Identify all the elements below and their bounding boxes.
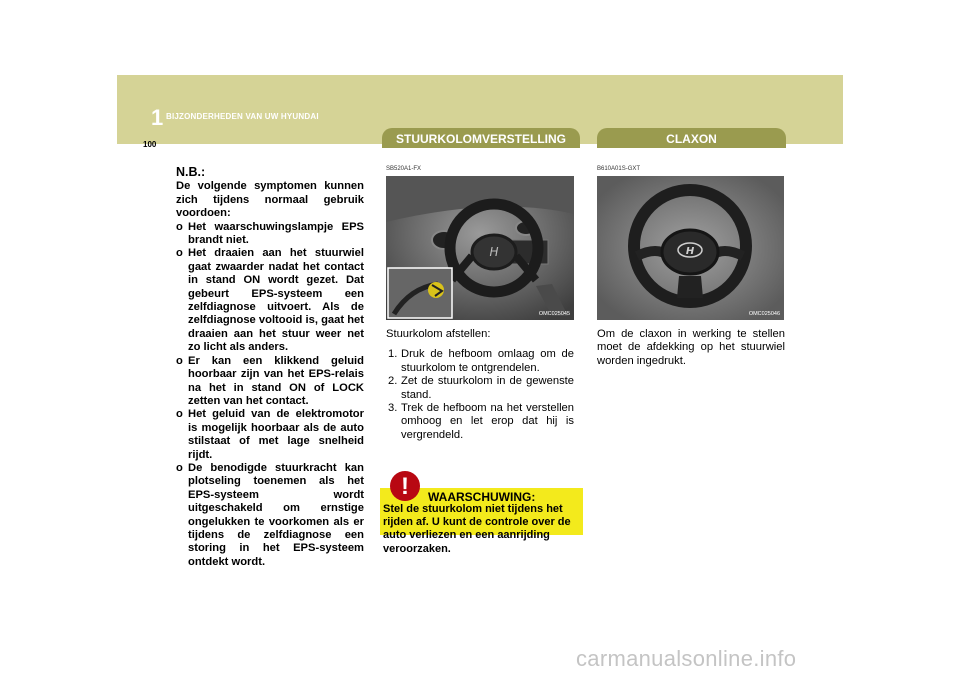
bullet: o: [176, 461, 183, 474]
bullet: o: [176, 408, 183, 421]
note-section: [176, 166, 364, 569]
photo-caption: OMC025046: [748, 311, 780, 317]
list-item: [176, 247, 364, 354]
list-item-text: De benodigde stuurkracht kan plotseling toenemen als het EPS-systeem wordt uitgeschakeld om ernstige ongelukken te voorkomen als er tijdens de zelfdiagnose een storing in het EPS-systeem ontdekt wordt.: [188, 461, 364, 568]
step-number: 2.: [388, 375, 398, 388]
list-item: [176, 462, 364, 569]
horn-text: Om de claxon in werking te stellen moet de afdekking op het stuurwiel worden ingedrukt.: [597, 328, 785, 367]
list-item: [386, 348, 574, 375]
steering-section: [386, 328, 574, 442]
list-item: [386, 375, 574, 402]
steering-wheel-illustration: [597, 176, 784, 320]
dashboard-illustration: [386, 176, 574, 320]
list-item: [386, 402, 574, 442]
photo-caption: OMC025045: [538, 311, 570, 317]
steering-steps: [386, 348, 574, 442]
chapter-title: BIJZONDERHEDEN VAN UW HYUNDAI: [166, 112, 319, 121]
warning-icon: !: [390, 471, 420, 501]
steering-column-photo: [386, 176, 574, 320]
list-item: [176, 355, 364, 409]
list-item-text: Het geluid van de elektromotor is mogelijk hoorbaar als de auto stilstaat of met lage snelheid rijdt.: [188, 408, 364, 461]
step-text: Zet de stuurkolom in de gewenste stand.: [401, 375, 574, 401]
note-intro: De volgende symptomen kunnen zich tijdens normaal gebruik voordoen:: [176, 180, 364, 220]
step-number: 3.: [388, 402, 398, 415]
step-text: Trek de hefboom na het verstellen omhoog en let erop dat hij is vergrendeld.: [401, 402, 574, 441]
steering-intro: Stuurkolom afstellen:: [386, 328, 491, 340]
watermark: carmanualsonline.info: [576, 646, 797, 671]
tab-horn: CLAXON: [597, 128, 786, 148]
horn-photo: [597, 176, 784, 320]
horn-code: B610A01S-GXT: [597, 166, 641, 172]
page-number: 100: [143, 140, 157, 149]
bullet: o: [176, 247, 183, 260]
bullet: o: [176, 220, 183, 233]
step-text: Druk de hefboom omlaag om de stuurkolom te ontgrendelen.: [401, 348, 574, 374]
bullet: o: [176, 354, 183, 367]
list-item-text: Het draaien aan het stuurwiel gaat zwaarder nadat het contact in stand ON wordt gezet. Dat gebeurt EPS-systeem een zelfdiagnose uitvoert. Als de zelfdiagnose voltooid is, gaat het draaien aan het stuur weer net zo licht als anders.: [188, 247, 364, 354]
list-item: [176, 221, 364, 248]
note-list: [176, 221, 364, 570]
list-item: [176, 408, 364, 462]
note-title: N.B.:: [176, 165, 206, 179]
step-number: 1.: [388, 348, 398, 361]
warning-title: WAARSCHUWING:: [428, 490, 536, 504]
chapter-number: 1: [151, 105, 164, 130]
warning-text: Stel de stuurkolom niet tijdens het rijden af. U kunt de controle over de auto verliezen en een aanrijding veroorzaken.: [383, 503, 571, 555]
svg-text:H: H: [685, 246, 695, 257]
list-item-text: Er kan een klikkend geluid hoorbaar zijn van het EPS-relais na het in stand ON of LOCK zetten van het contact.: [188, 354, 364, 407]
svg-text:H: H: [489, 245, 499, 259]
tab-steering-column: STUURKOLOMVERSTELLING: [382, 128, 580, 148]
steering-code: SB520A1-FX: [386, 166, 422, 172]
list-item-text: Het waarschuwingslampje EPS brandt niet.: [188, 220, 364, 247]
